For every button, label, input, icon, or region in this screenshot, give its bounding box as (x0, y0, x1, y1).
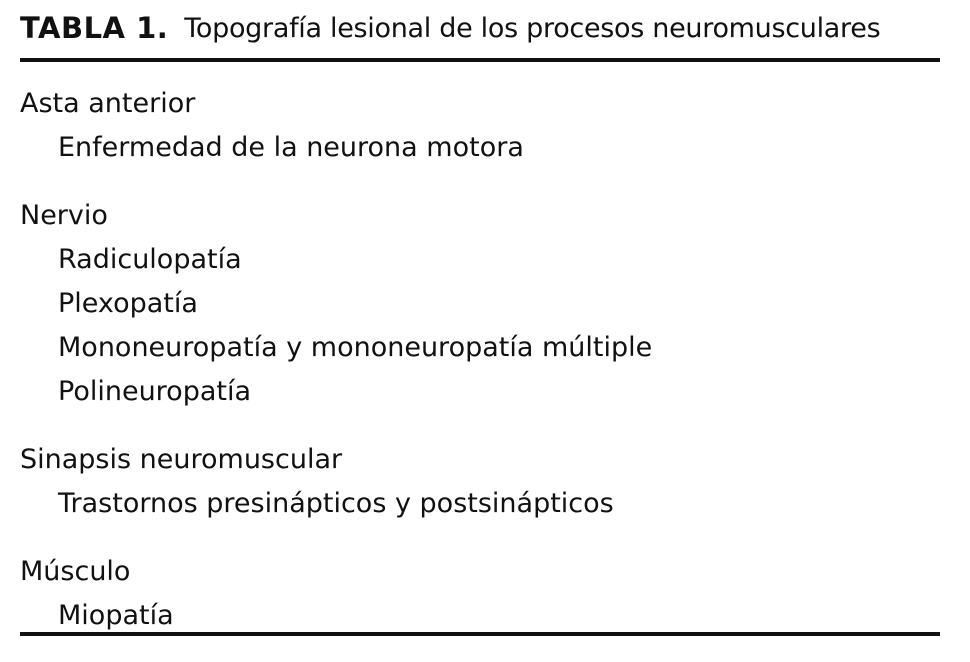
list-item: Miopatía (58, 600, 174, 631)
table-caption (20, 0, 940, 56)
bottom-rule (20, 632, 940, 636)
list-item: Mononeuropatía y mononeuropatía múltiple (58, 332, 653, 363)
section-nervio (20, 194, 940, 414)
table-container (20, 0, 940, 662)
section-asta-anterior (20, 82, 940, 170)
table-title: Topografía lesional de los procesos neuromusculares (184, 12, 881, 44)
section-sinapsis (20, 438, 940, 526)
section-musculo (20, 550, 940, 638)
list-item: Plexopatía (58, 288, 198, 319)
list-item: Polineuropatía (58, 376, 252, 407)
list-item: Enfermedad de la neurona motora (58, 132, 524, 163)
list-item: Trastornos presinápticos y postsinápticos (58, 488, 614, 519)
category-label: Nervio (20, 200, 108, 231)
list-item: Radiculopatía (58, 244, 242, 275)
table-label: TABLA 1. (20, 11, 169, 45)
category-label: Sinapsis neuromuscular (20, 444, 343, 475)
category-label: Músculo (20, 556, 131, 587)
table-body (20, 62, 940, 638)
category-label: Asta anterior (20, 88, 196, 119)
